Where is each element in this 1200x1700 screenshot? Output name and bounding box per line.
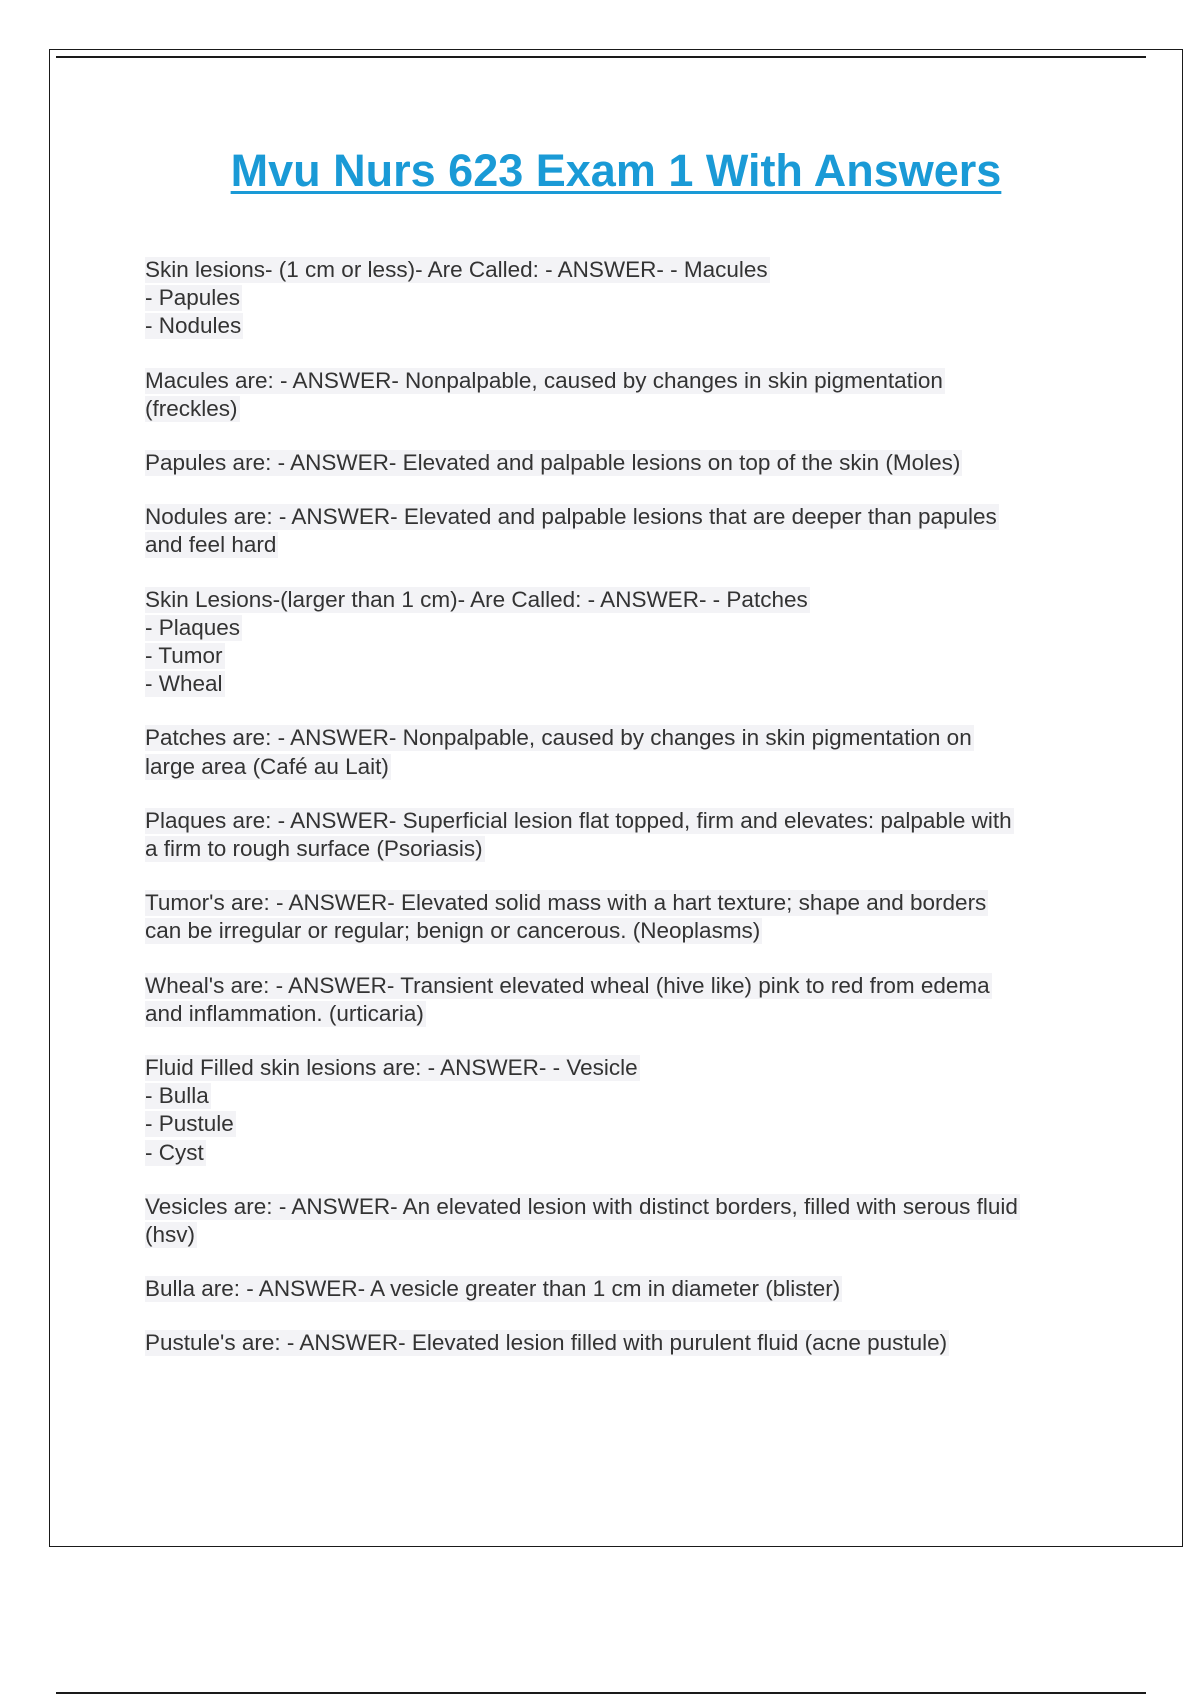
qa-question-line [145,889,1095,917]
qa-entry [145,889,1095,945]
qa-continuation-line [145,835,1095,863]
qa-text: Vesicles are: - ANSWER- An elevated lesion with distinct borders, filled with serous fluid [145,1193,1018,1219]
qa-continuation-line [145,753,1095,781]
qa-continuation-line [145,1221,1095,1249]
qa-entry [145,1275,1095,1303]
qa-text: Pustule's are: - ANSWER- Elevated lesion filled with purulent fluid (acne pustule) [145,1330,948,1356]
qa-question-line [145,807,1095,835]
qa-text: (hsv) [145,1222,195,1248]
qa-entry [145,1193,1095,1249]
qa-text: Papules are: - ANSWER- Elevated and palpable lesions on top of the skin (Moles) [145,450,961,476]
qa-text: - Pustule [145,1111,234,1137]
qa-entry [145,972,1095,1028]
top-rule [56,56,1146,58]
bottom-rule [56,1692,1146,1694]
qa-question-line [145,724,1095,752]
qa-entry [145,367,1095,423]
qa-continuation-line [145,531,1095,559]
qa-text: Wheal's are: - ANSWER- Transient elevated wheal (hive like) pink to red from edema [145,972,990,998]
qa-question-line [145,449,1095,477]
qa-text: - Cyst [145,1139,204,1165]
qa-text: and inflammation. (urticaria) [145,1000,424,1026]
qa-text: (freckles) [145,395,238,421]
qa-continuation-line [145,1000,1095,1028]
qa-text: - Tumor [145,643,223,669]
qa-continuation-line [145,642,1095,670]
qa-continuation-line [145,1110,1095,1138]
qa-text: Plaques are: - ANSWER- Superficial lesion flat topped, firm and elevates: palpable with [145,807,1012,833]
qa-question-line [145,586,1095,614]
qa-question-line [145,256,1095,284]
document-title: Mvu Nurs 623 Exam 1 With Answers [230,145,1002,196]
qa-question-line [145,1193,1095,1221]
qa-entry [145,724,1095,780]
qa-text: Skin lesions- (1 cm or less)- Are Called: - ANSWER- - Macules [145,257,768,282]
qa-question-line [145,1329,1095,1357]
qa-entry [145,1329,1095,1357]
qa-text: - Bulla [145,1083,209,1109]
qa-text: - Papules [145,285,241,311]
qa-text: Nodules are: - ANSWER- Elevated and palpable lesions that are deeper than papules [145,504,997,530]
qa-continuation-line [145,1139,1095,1167]
qa-question-line [145,367,1095,395]
qa-text: Patches are: - ANSWER- Nonpalpable, caused by changes in skin pigmentation on [145,725,972,751]
qa-text: a firm to rough surface (Psoriasis) [145,836,483,862]
qa-entry [145,1054,1095,1167]
qa-continuation-line [145,670,1095,698]
qa-question-line [145,1054,1095,1082]
qa-text: large area (Café au Lait) [145,753,389,779]
qa-text: Tumor's are: - ANSWER- Elevated solid mass with a hart texture; shape and borders [145,890,987,916]
qa-text: Skin Lesions-(larger than 1 cm)- Are Called: - ANSWER- - Patches [145,586,808,612]
qa-text: and feel hard [145,532,277,558]
qa-text: - Plaques [145,614,241,640]
qa-continuation-line [145,284,1095,312]
qa-text: - Wheal [145,671,223,697]
qa-question-line [145,503,1095,531]
qa-entry [145,449,1095,477]
qa-continuation-line [145,614,1095,642]
qa-continuation-line [145,917,1095,945]
qa-continuation-line [145,1082,1095,1110]
qa-entry [145,586,1095,699]
qa-question-line [145,972,1095,1000]
qa-text: Macules are: - ANSWER- Nonpalpable, caused by changes in skin pigmentation [145,367,943,393]
qa-content [145,256,1095,1384]
qa-entry [145,503,1095,559]
qa-text: Bulla are: - ANSWER- A vesicle greater than 1 cm in diameter (blister) [145,1276,841,1302]
qa-question-line [145,1275,1095,1303]
qa-entry [145,807,1095,863]
qa-text: Fluid Filled skin lesions are: - ANSWER- - Vesicle [145,1055,638,1081]
qa-entry [145,256,1095,341]
qa-text: - Nodules [145,313,242,339]
qa-text: can be irregular or regular; benign or cancerous. (Neoplasms) [145,918,761,944]
qa-continuation-line [145,312,1095,340]
qa-continuation-line [145,395,1095,423]
